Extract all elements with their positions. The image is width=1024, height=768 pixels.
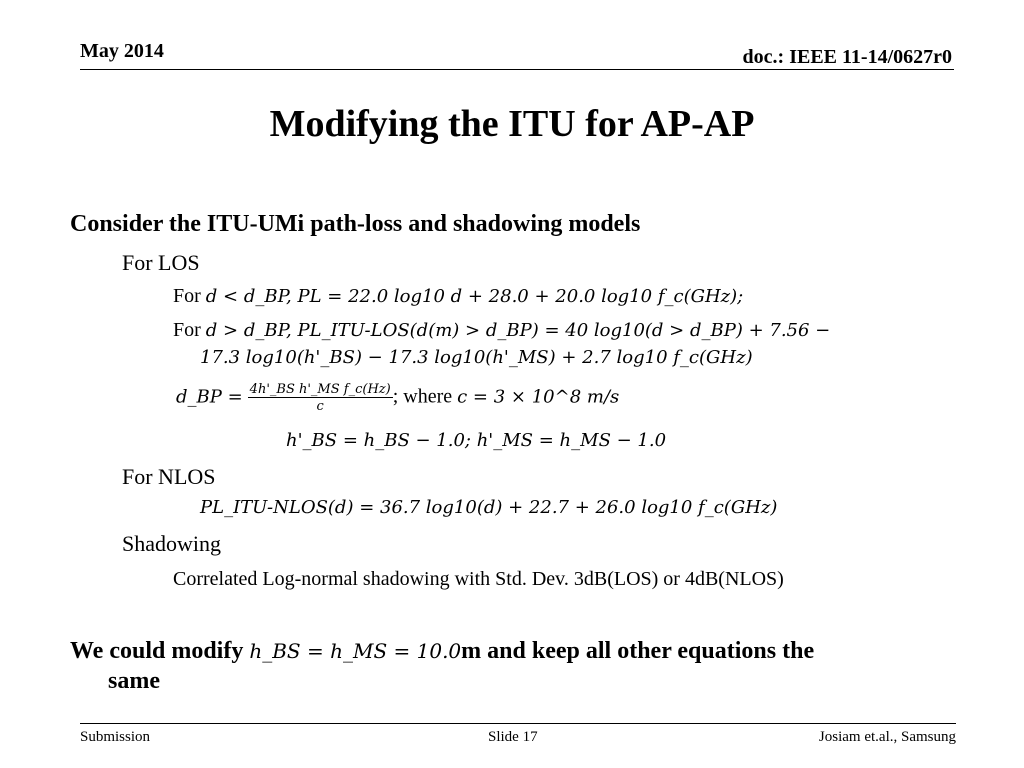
los-eq2-formula-line2: 17.3 log10(h'_BS) − 17.3 log10(h'_MS) + 2.7 log10 f_c(GHz)	[200, 347, 753, 368]
footer-slide-number: Slide 17	[488, 729, 538, 745]
header-divider	[80, 69, 954, 70]
nlos-label: For NLOS	[122, 464, 216, 489]
footer-authors: Josiam et.al., Samsung	[818, 729, 956, 745]
los-eq2-formula-line1: d > d_BP, PL_ITU-LOS(d(m) > d_BP) = 40 log10(d > d_BP) + 7.56 −	[205, 320, 831, 341]
speed-of-light-equation: c = 3 × 10^8 m/s	[457, 386, 620, 408]
dbp-numerator: 4h'_BS h'_MS f_c(Hz)	[249, 382, 391, 397]
header-date: May 2014	[80, 40, 164, 62]
dbp-where: ; where	[392, 385, 453, 408]
breakpoint-distance-equation	[176, 383, 619, 413]
los-eq1-prefix: For	[173, 285, 201, 307]
effective-height-equation: h'_BS = h_BS − 1.0; h'_MS = h_MS − 1.0	[286, 430, 667, 451]
los-label: For LOS	[122, 250, 200, 275]
los-equation-1	[173, 285, 743, 308]
dbp-denominator: c	[316, 399, 324, 414]
los-equation-2	[173, 319, 830, 342]
bullet2-line2: same	[108, 668, 160, 694]
dbp-fraction	[248, 383, 393, 413]
nlos-equation: PL_ITU-NLOS(d) = 36.7 log10(d) + 22.7 + 26.0 log10 f_c(GHz)	[200, 497, 778, 518]
los-eq1-formula: d < d_BP, PL = 22.0 log10 d + 28.0 + 20.0 log10 f_c(GHz);	[205, 286, 744, 307]
dbp-lhs: d_BP =	[176, 386, 243, 408]
shadowing-description: Correlated Log-normal shadowing with Std. Dev. 3dB(LOS) or 4dB(NLOS)	[173, 568, 784, 590]
bullet2-suffix: m and keep all other equations the	[461, 638, 815, 664]
los-eq2-prefix: For	[173, 319, 201, 341]
slide-title: Modifying the ITU for AP-AP	[269, 103, 755, 145]
bullet-modify-heights	[70, 638, 814, 665]
bullet2-prefix: We could modify	[70, 638, 244, 664]
bullet2-height-equation: h_BS = h_MS = 10.0	[249, 639, 462, 663]
shadowing-label: Shadowing	[122, 531, 221, 556]
footer-divider	[80, 723, 956, 724]
footer-submission: Submission	[80, 729, 151, 745]
header-doc-id: doc.: IEEE 11-14/0627r0	[742, 46, 952, 68]
bullet-itu-models: Consider the ITU-UMi path-loss and shadowing models	[70, 211, 641, 237]
